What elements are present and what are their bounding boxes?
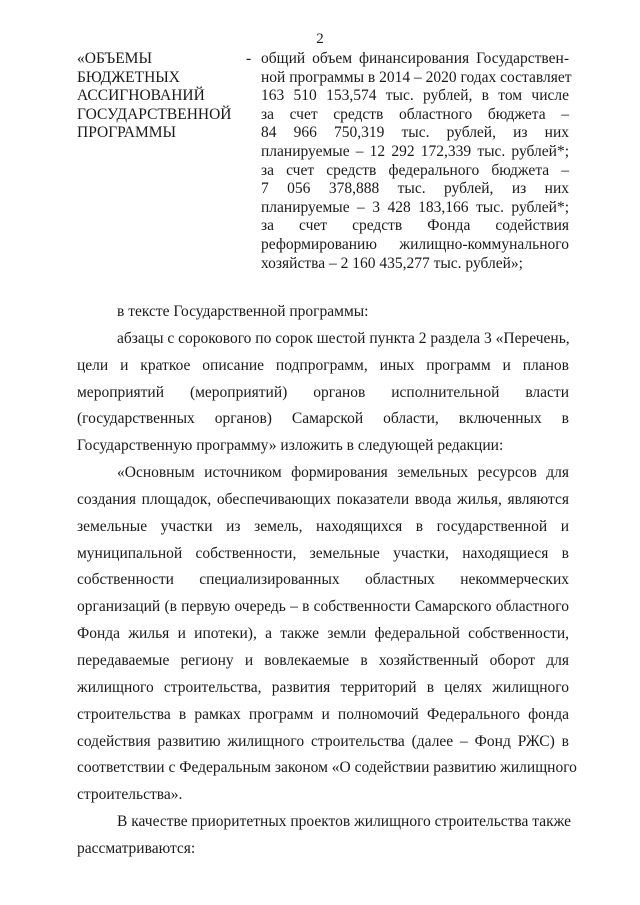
paragraph-line: строительства». (77, 786, 183, 804)
paragraph (77, 460, 577, 809)
paragraph-line: передаваемые региону и вовлекаемые в хозяйственный оборот для (77, 651, 569, 669)
heading-line: ПРОГРАММЫ (77, 124, 177, 142)
paragraph (77, 299, 569, 326)
paragraph (77, 326, 569, 460)
funding-line: реформированию жилищно-коммунального (261, 235, 569, 253)
paragraph-line: в тексте Государственной программы: (117, 303, 369, 320)
paragraph-line: Фонда жилья и ипотеки), а также земли федеральной собственности, (77, 625, 569, 643)
paragraph-line: Государственную программу» изложить в следующей редакции: (77, 437, 504, 455)
paragraph-line: земельные участки из земель, находящихся в государственной и (77, 517, 569, 535)
paragraph-line: строительства в рамках программ и полномочий Федерального фонда (77, 705, 569, 723)
page-number: 2 (316, 31, 324, 47)
paragraph-line: жилищного строительства, развития территорий в целях жилищного (77, 678, 569, 696)
paragraph-line: (государственных органов) Самарской области, включенных в (77, 410, 569, 428)
funding-line: планируемые – 3 428 183,166 тыс. рублей*; (261, 198, 569, 216)
paragraph-line: мероприятий (мероприятий) органов исполнительной власти (77, 383, 569, 401)
heading-line: ГОСУДАРСТВЕННОЙ (77, 105, 232, 123)
funding-line: хозяйства – 2 160 435,277 тыс. рублей»; (261, 254, 523, 272)
paragraph (77, 809, 572, 863)
funding-description (261, 50, 572, 273)
funding-line: общий объем финансирования Государствен- (261, 50, 569, 67)
paragraph-line: абзацы с сорокового по сорок шестой пункта 2 раздела 3 «Перечень, (117, 329, 570, 347)
funding-line: 84 966 750,319 тыс. рублей, из них (261, 124, 569, 142)
paragraph-line: муниципальной собственности, земельные участки, находящиеся в (77, 544, 569, 562)
paragraph-line: организаций (в первую очередь – в собственности Самарского областного (77, 598, 569, 616)
paragraph-line: цели и краткое описание подпрограмм, иных программ и планов (77, 356, 569, 374)
paragraph-line: создания площадок, обеспечивающих показатели ввода жилья, являются (77, 490, 569, 508)
paragraph-line: рассматриваются: (77, 839, 196, 857)
funding-line: 163 510 153,574 тыс. рублей, в том числе (261, 87, 569, 105)
heading-line: «ОБЪЕМЫ (77, 50, 152, 67)
funding-line: ной программы в 2014 – 2020 годах составляет (261, 68, 572, 86)
heading-line: АССИГНОВАНИЙ (77, 87, 205, 105)
heading-line: БЮДЖЕТНЫХ (77, 68, 180, 86)
funding-line: за счет средств федерального бюджета – (261, 161, 569, 179)
separator-dash: - (246, 50, 252, 67)
paragraph-line: соответствии с Федеральным законом «О содействии развитию жилищного (77, 759, 577, 777)
paragraph-line: содействия развитию жилищного строительства (далее – Фонд РЖС) в (77, 732, 569, 750)
funding-line: 7 056 378,888 тыс. рублей, из них (261, 180, 569, 198)
body-text (77, 299, 577, 863)
section-heading (77, 50, 242, 143)
funding-line: планируемые – 12 292 172,339 тыс. рублей*; (261, 142, 569, 160)
paragraph-line: В качестве приоритетных проектов жилищного строительства также (117, 813, 572, 831)
funding-line: за счет средств областного бюджета – (261, 105, 569, 123)
paragraph-line: собственности специализированных областных некоммерческих (77, 571, 569, 589)
funding-line: за счет средств Фонда содействия (261, 217, 569, 235)
paragraph-line: «Основным источником формирования земельных ресурсов для (117, 464, 569, 482)
